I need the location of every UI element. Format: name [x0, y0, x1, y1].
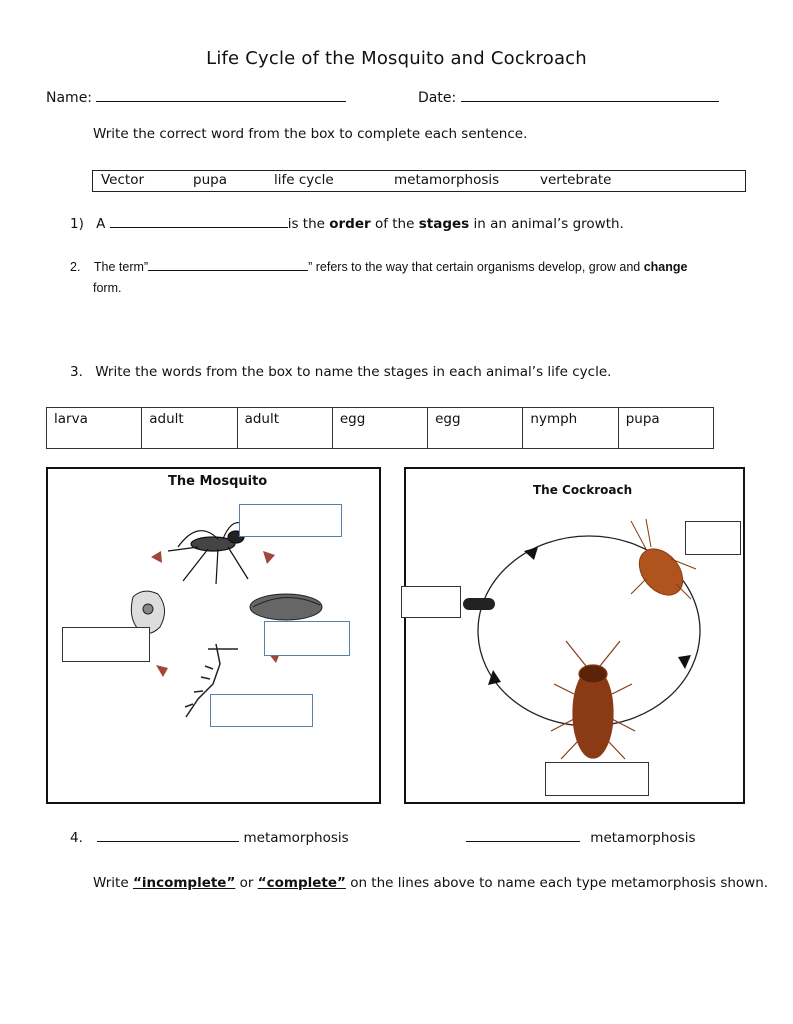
q2-answer-line[interactable]	[148, 270, 308, 271]
cockroach-egg-answer-box[interactable]	[401, 586, 461, 618]
stage-word-cell[interactable]: egg	[333, 408, 428, 448]
stage-word-cell[interactable]: pupa	[625, 411, 660, 427]
adult-cockroach-icon	[551, 641, 635, 759]
name-label: Name:	[46, 90, 93, 106]
pupa-mosquito-icon	[250, 594, 322, 620]
cycle-arrow-icon	[151, 551, 162, 563]
word-bank-item: vertebrate	[540, 172, 612, 188]
q2-line2: form.	[93, 281, 122, 295]
footer-prefix: Write	[93, 875, 129, 891]
stage-word-cell[interactable]: egg	[428, 408, 523, 448]
word-bank-item: life cycle	[274, 172, 334, 188]
q1-answer-line[interactable]	[110, 227, 288, 228]
mosquito-adult-answer-box[interactable]	[239, 504, 342, 537]
date-label: Date:	[418, 90, 457, 106]
q1-suffix: in an animal’s growth.	[473, 216, 624, 232]
question-4-second	[466, 830, 695, 846]
question-4	[70, 830, 349, 846]
instruction-text: Write the correct word from the box to complete each sentence.	[93, 126, 528, 142]
question-2	[70, 260, 730, 274]
q2-prefix: The term”	[93, 260, 149, 274]
footer-suffix: on the lines above to name each type metamorphosis shown.	[350, 875, 769, 891]
q4-answer-line-1[interactable]	[97, 841, 239, 842]
q4-word-1: metamorphosis	[243, 830, 349, 846]
q4-answer-line-2[interactable]	[466, 841, 580, 842]
q1-middle: is the	[287, 216, 325, 232]
cockroach-panel	[404, 467, 745, 804]
footer-instruction	[93, 875, 768, 891]
cockroach-nymph-answer-box[interactable]	[685, 521, 741, 555]
mosquito-egg-answer-box[interactable]	[62, 627, 150, 662]
q2-bold-change: change	[643, 260, 688, 274]
mosquito-larva-answer-box[interactable]	[210, 694, 313, 727]
word-bank-item: Vector	[101, 172, 145, 188]
cycle-arrow-icon	[524, 547, 538, 560]
egg-case-icon	[463, 598, 495, 610]
q1-of-the: of the	[374, 216, 415, 232]
word-bank-box	[92, 170, 746, 192]
question-3	[70, 364, 611, 380]
q1-bold-stages: stages	[418, 216, 470, 232]
q3-text: Write the words from the box to name the stages in each animal’s life cycle.	[95, 364, 612, 380]
name-field	[46, 90, 346, 106]
word-bank-item: metamorphosis	[394, 172, 500, 188]
stage-words-table	[46, 407, 714, 449]
worksheet-title: Life Cycle of the Mosquito and Cockroach	[206, 48, 587, 69]
mosquito-pupa-answer-box[interactable]	[264, 621, 350, 656]
q3-number: 3.	[70, 364, 83, 380]
footer-option-incomplete: “incomplete”	[132, 875, 236, 891]
footer-option-complete: “complete”	[257, 875, 346, 891]
date-line[interactable]	[461, 101, 719, 102]
cycle-arrow-icon	[488, 670, 501, 685]
cockroach-diagram	[406, 469, 743, 802]
q1-bold-order: order	[329, 216, 371, 232]
stage-word-cell[interactable]: adult	[238, 408, 333, 448]
cycle-arrow-icon	[263, 551, 275, 564]
mosquito-panel	[46, 467, 381, 804]
q4-word-2: metamorphosis	[590, 830, 696, 846]
q4-number: 4.	[70, 830, 83, 846]
stage-word-cell[interactable]: larva	[47, 408, 142, 448]
footer-or: or	[239, 875, 254, 891]
stage-word-cell[interactable]: adult	[142, 408, 237, 448]
q1-prefix: A	[96, 216, 106, 232]
date-field	[418, 90, 719, 106]
question-1	[70, 216, 624, 232]
cockroach-adult-answer-box[interactable]	[545, 762, 649, 796]
stage-word-cell[interactable]: nymph	[523, 408, 618, 448]
mosquito-title: The Mosquito	[168, 474, 268, 489]
name-line[interactable]	[96, 101, 346, 102]
cycle-arrow-icon	[678, 655, 691, 669]
word-bank-item: pupa	[193, 172, 227, 188]
q2-number: 2.	[70, 260, 81, 274]
cycle-arrow-icon	[156, 665, 168, 677]
q1-number: 1)	[70, 216, 84, 232]
q2-middle: ” refers to the way that certain organisms develop, grow and	[308, 260, 641, 274]
cockroach-title: The Cockroach	[533, 483, 633, 497]
